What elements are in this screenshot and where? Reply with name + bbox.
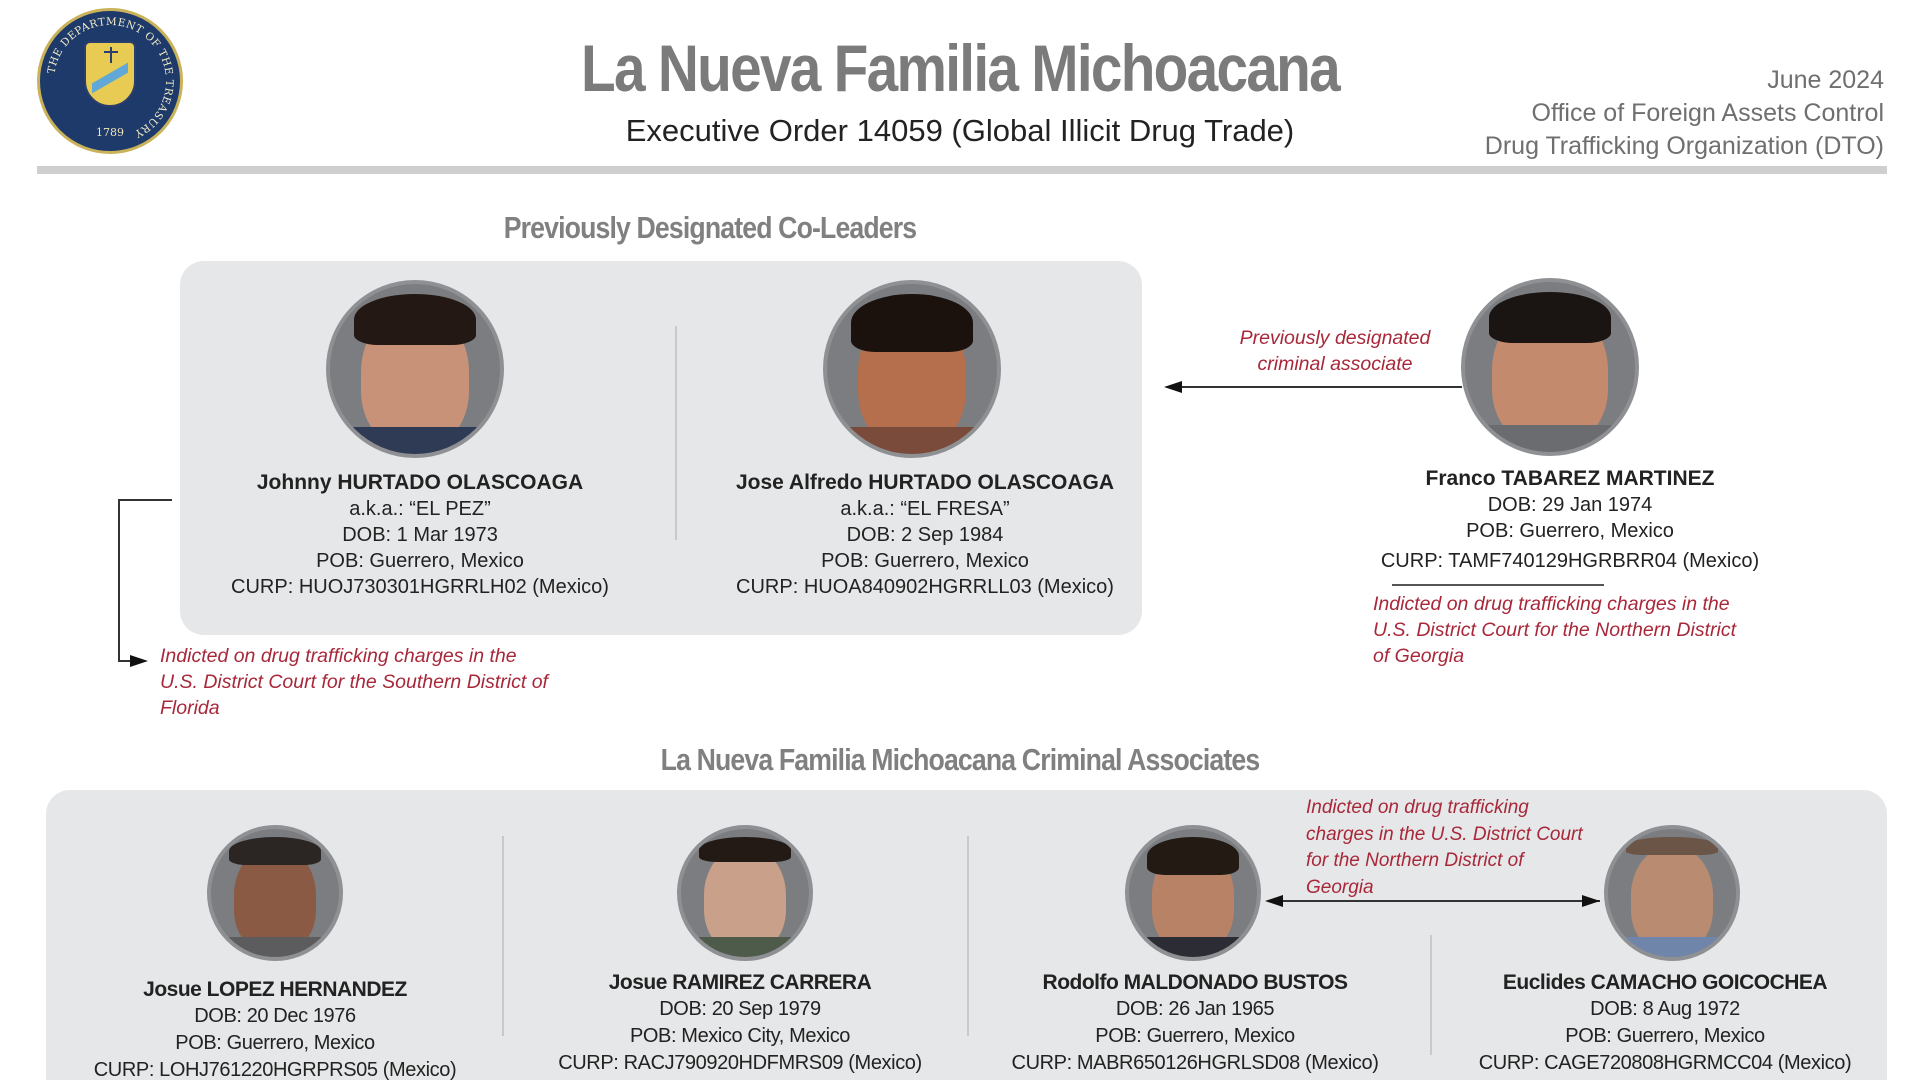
panel-divider	[675, 326, 677, 540]
person-curp: CURP: RACJ790920HDFMRS09 (Mexico)	[558, 1052, 922, 1074]
panel-divider	[967, 836, 969, 1036]
person-dob: DOB: 20 Dec 1976	[194, 1005, 356, 1027]
panel-divider	[502, 836, 504, 1036]
note-line: Florida	[160, 697, 220, 719]
person-dob: DOB: 8 Aug 1972	[1590, 998, 1740, 1020]
person-card	[200, 470, 640, 600]
person-curp: CURP: MABR650126HGRLSD08 (Mexico)	[1011, 1052, 1379, 1074]
connector-line	[118, 499, 172, 501]
date-label: June 2024	[1767, 66, 1884, 94]
header-divider	[37, 166, 1887, 174]
person-card	[985, 970, 1405, 1077]
person-aka: a.k.a.: “EL PEZ”	[349, 498, 491, 520]
office-label: Office of Foreign Assets Control	[1531, 99, 1884, 127]
note-line: Indicted on drug trafficking charges in the	[1373, 593, 1730, 615]
person-name: Josue LOPEZ HERNANDEZ	[143, 978, 407, 1001]
note-line: criminal associate	[1257, 353, 1413, 375]
person-dob: DOB: 26 Jan 1965	[1115, 998, 1275, 1020]
arrow-right-icon	[1582, 895, 1600, 907]
seal-year: 1789	[96, 126, 124, 139]
photo-rodolfo-maldonado	[1125, 825, 1261, 961]
shield-icon	[84, 41, 136, 107]
indictment-note-florida	[160, 643, 620, 721]
indictment-note-georgia	[1373, 591, 1793, 669]
note-divider	[1392, 584, 1604, 586]
person-curp: CURP: HUOA840902HGRRLL03 (Mexico)	[736, 576, 1114, 598]
person-pob: POB: Guerrero, Mexico	[1565, 1025, 1765, 1047]
arrow-left-icon	[1265, 895, 1283, 907]
arrow-right-icon	[130, 655, 148, 667]
person-pob: POB: Guerrero, Mexico	[821, 550, 1029, 572]
photo-franco-tabarez	[1461, 278, 1639, 456]
photo-euclides-camacho	[1604, 825, 1740, 961]
note-line: of Georgia	[1373, 645, 1465, 667]
person-curp: CURP: LOHJ761220HGRPRS05 (Mexico)	[93, 1059, 457, 1080]
person-card	[1340, 466, 1800, 574]
person-card	[525, 970, 955, 1077]
relation-label	[1215, 325, 1455, 377]
person-curp: CURP: HUOJ730301HGRRLH02 (Mexico)	[231, 576, 609, 598]
person-pob: POB: Guerrero, Mexico	[175, 1032, 375, 1054]
person-name: Franco TABAREZ MARTINEZ	[1425, 467, 1715, 490]
connector-line	[1180, 386, 1462, 388]
org-type-label: Drug Trafficking Organization (DTO)	[1484, 132, 1884, 160]
note-line: Georgia	[1306, 876, 1374, 898]
person-name: Euclides CAMACHO GOICOCHEA	[1502, 971, 1828, 994]
person-curp: CURP: TAMF740129HGRBRR04 (Mexico)	[1380, 550, 1760, 572]
svg-text:THE DEPARTMENT OF THE TREASURY: THE DEPARTMENT OF THE TREASURY	[45, 15, 176, 140]
co-leaders-title: Previously Designated Co-Leaders	[503, 210, 917, 245]
person-card	[1450, 970, 1880, 1077]
note-line: Indicted on drug trafficking charges in the	[160, 645, 517, 667]
connector-line	[1280, 900, 1600, 902]
person-name: Johnny HURTADO OLASCOAGA	[256, 471, 584, 494]
person-pob: POB: Guerrero, Mexico	[1095, 1025, 1295, 1047]
note-line: U.S. District Court for the Northern District	[1373, 619, 1736, 641]
note-line: for the Northern District of	[1306, 850, 1524, 871]
photo-jose-alfredo-hurtado	[823, 280, 1001, 458]
person-name: Jose Alfredo HURTADO OLASCOAGA	[735, 471, 1115, 494]
note-line: Previously designated	[1239, 327, 1431, 349]
person-pob: POB: Guerrero, Mexico	[316, 550, 524, 572]
person-name: Rodolfo MALDONADO BUSTOS	[1042, 971, 1348, 994]
photo-johnny-hurtado	[326, 280, 504, 458]
person-card	[700, 470, 1150, 600]
associates-title: La Nueva Familia Michoacana Criminal Associates	[660, 742, 1260, 777]
connector-line	[118, 499, 120, 662]
person-curp: CURP: CAGE720808HGRMCC04 (Mexico)	[1478, 1052, 1852, 1074]
note-line: charges in the U.S. District Court	[1306, 823, 1583, 845]
person-dob: DOB: 20 Sep 1979	[659, 998, 821, 1020]
indictment-note-georgia-associates	[1306, 795, 1606, 901]
photo-josue-lopez	[207, 825, 343, 961]
person-dob: DOB: 1 Mar 1973	[342, 524, 498, 546]
note-line: Indicted on drug trafficking	[1306, 797, 1529, 818]
person-card	[60, 977, 490, 1080]
person-dob: DOB: 2 Sep 1984	[846, 524, 1004, 546]
photo-josue-ramirez	[677, 825, 813, 961]
note-line: U.S. District Court for the Southern District of	[160, 671, 548, 693]
person-aka: a.k.a.: “EL FRESA”	[840, 498, 1010, 520]
panel-divider	[1430, 935, 1432, 1055]
person-pob: POB: Mexico City, Mexico	[629, 1025, 851, 1047]
page-title: La Nueva Familia Michoacana	[581, 31, 1339, 105]
person-pob: POB: Guerrero, Mexico	[1466, 520, 1674, 542]
arrow-left-icon	[1164, 381, 1182, 393]
header-meta	[1485, 64, 1884, 163]
person-dob: DOB: 29 Jan 1974	[1487, 494, 1653, 516]
person-name: Josue RAMIREZ CARRERA	[608, 971, 872, 994]
page-subtitle: Executive Order 14059 (Global Illicit Drug Trade)	[625, 113, 1295, 148]
